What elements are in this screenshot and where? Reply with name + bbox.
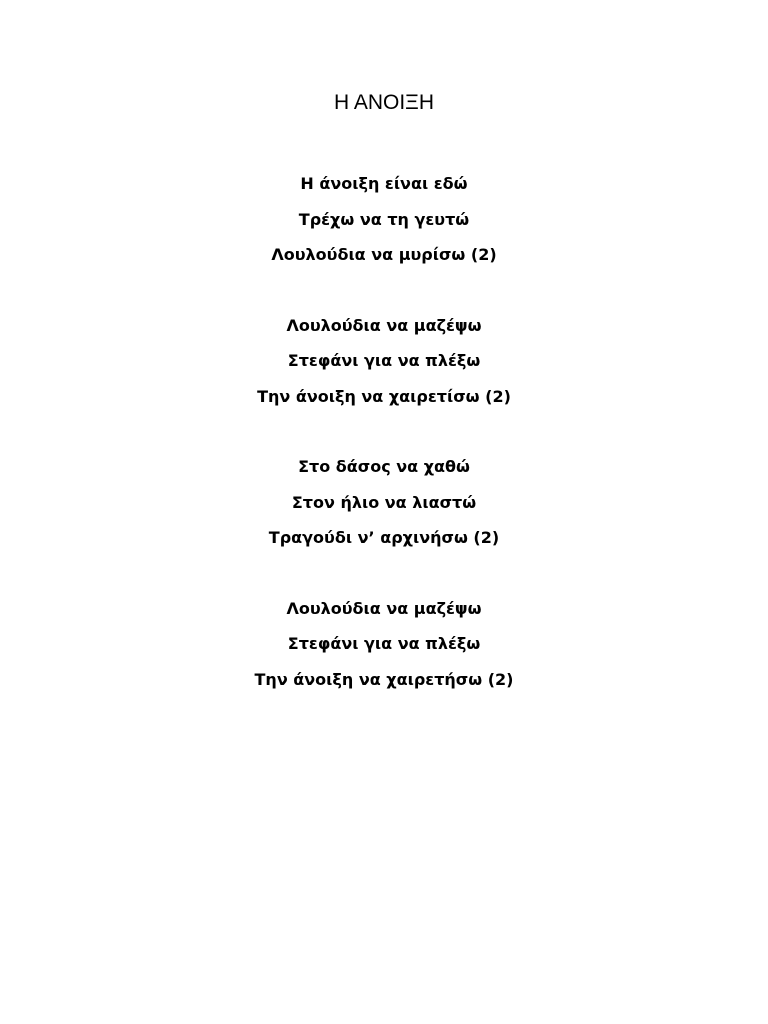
poem-line: Την άνοιξη να χαιρετήσω (2) (254, 669, 514, 689)
poem-line: Τραγούδι ν’ αρχινήσω (2) (268, 528, 500, 547)
poem-line: Την άνοιξη να χαιρετίσω (2) (257, 386, 511, 406)
stanza-2 (0, 308, 768, 415)
poem-line: Στο δάσος να χαθώ (298, 457, 470, 476)
poem-line: Λουλούδια να μαζέψω (286, 598, 482, 618)
poem-line: Λουλούδια να μαζέψω (286, 315, 482, 335)
stanza-4 (0, 591, 768, 698)
poem-line: Τρέχω να τη γευτώ (298, 209, 470, 229)
stanza-3 (0, 449, 768, 556)
poem-title: Η ΑΝΟΙΞΗ (334, 91, 434, 114)
poem-line: Στον ήλιο να λιαστώ (291, 492, 477, 512)
poem-line: Στεφάνι για να πλέξω (287, 351, 481, 370)
stanza-1 (0, 166, 768, 273)
poem-line: Στεφάνι για να πλέξω (287, 634, 481, 653)
poem-line: Η άνοιξη είναι εδώ (300, 174, 468, 193)
poem-body (0, 166, 768, 732)
poem-line: Λουλούδια να μυρίσω (2) (271, 245, 497, 264)
